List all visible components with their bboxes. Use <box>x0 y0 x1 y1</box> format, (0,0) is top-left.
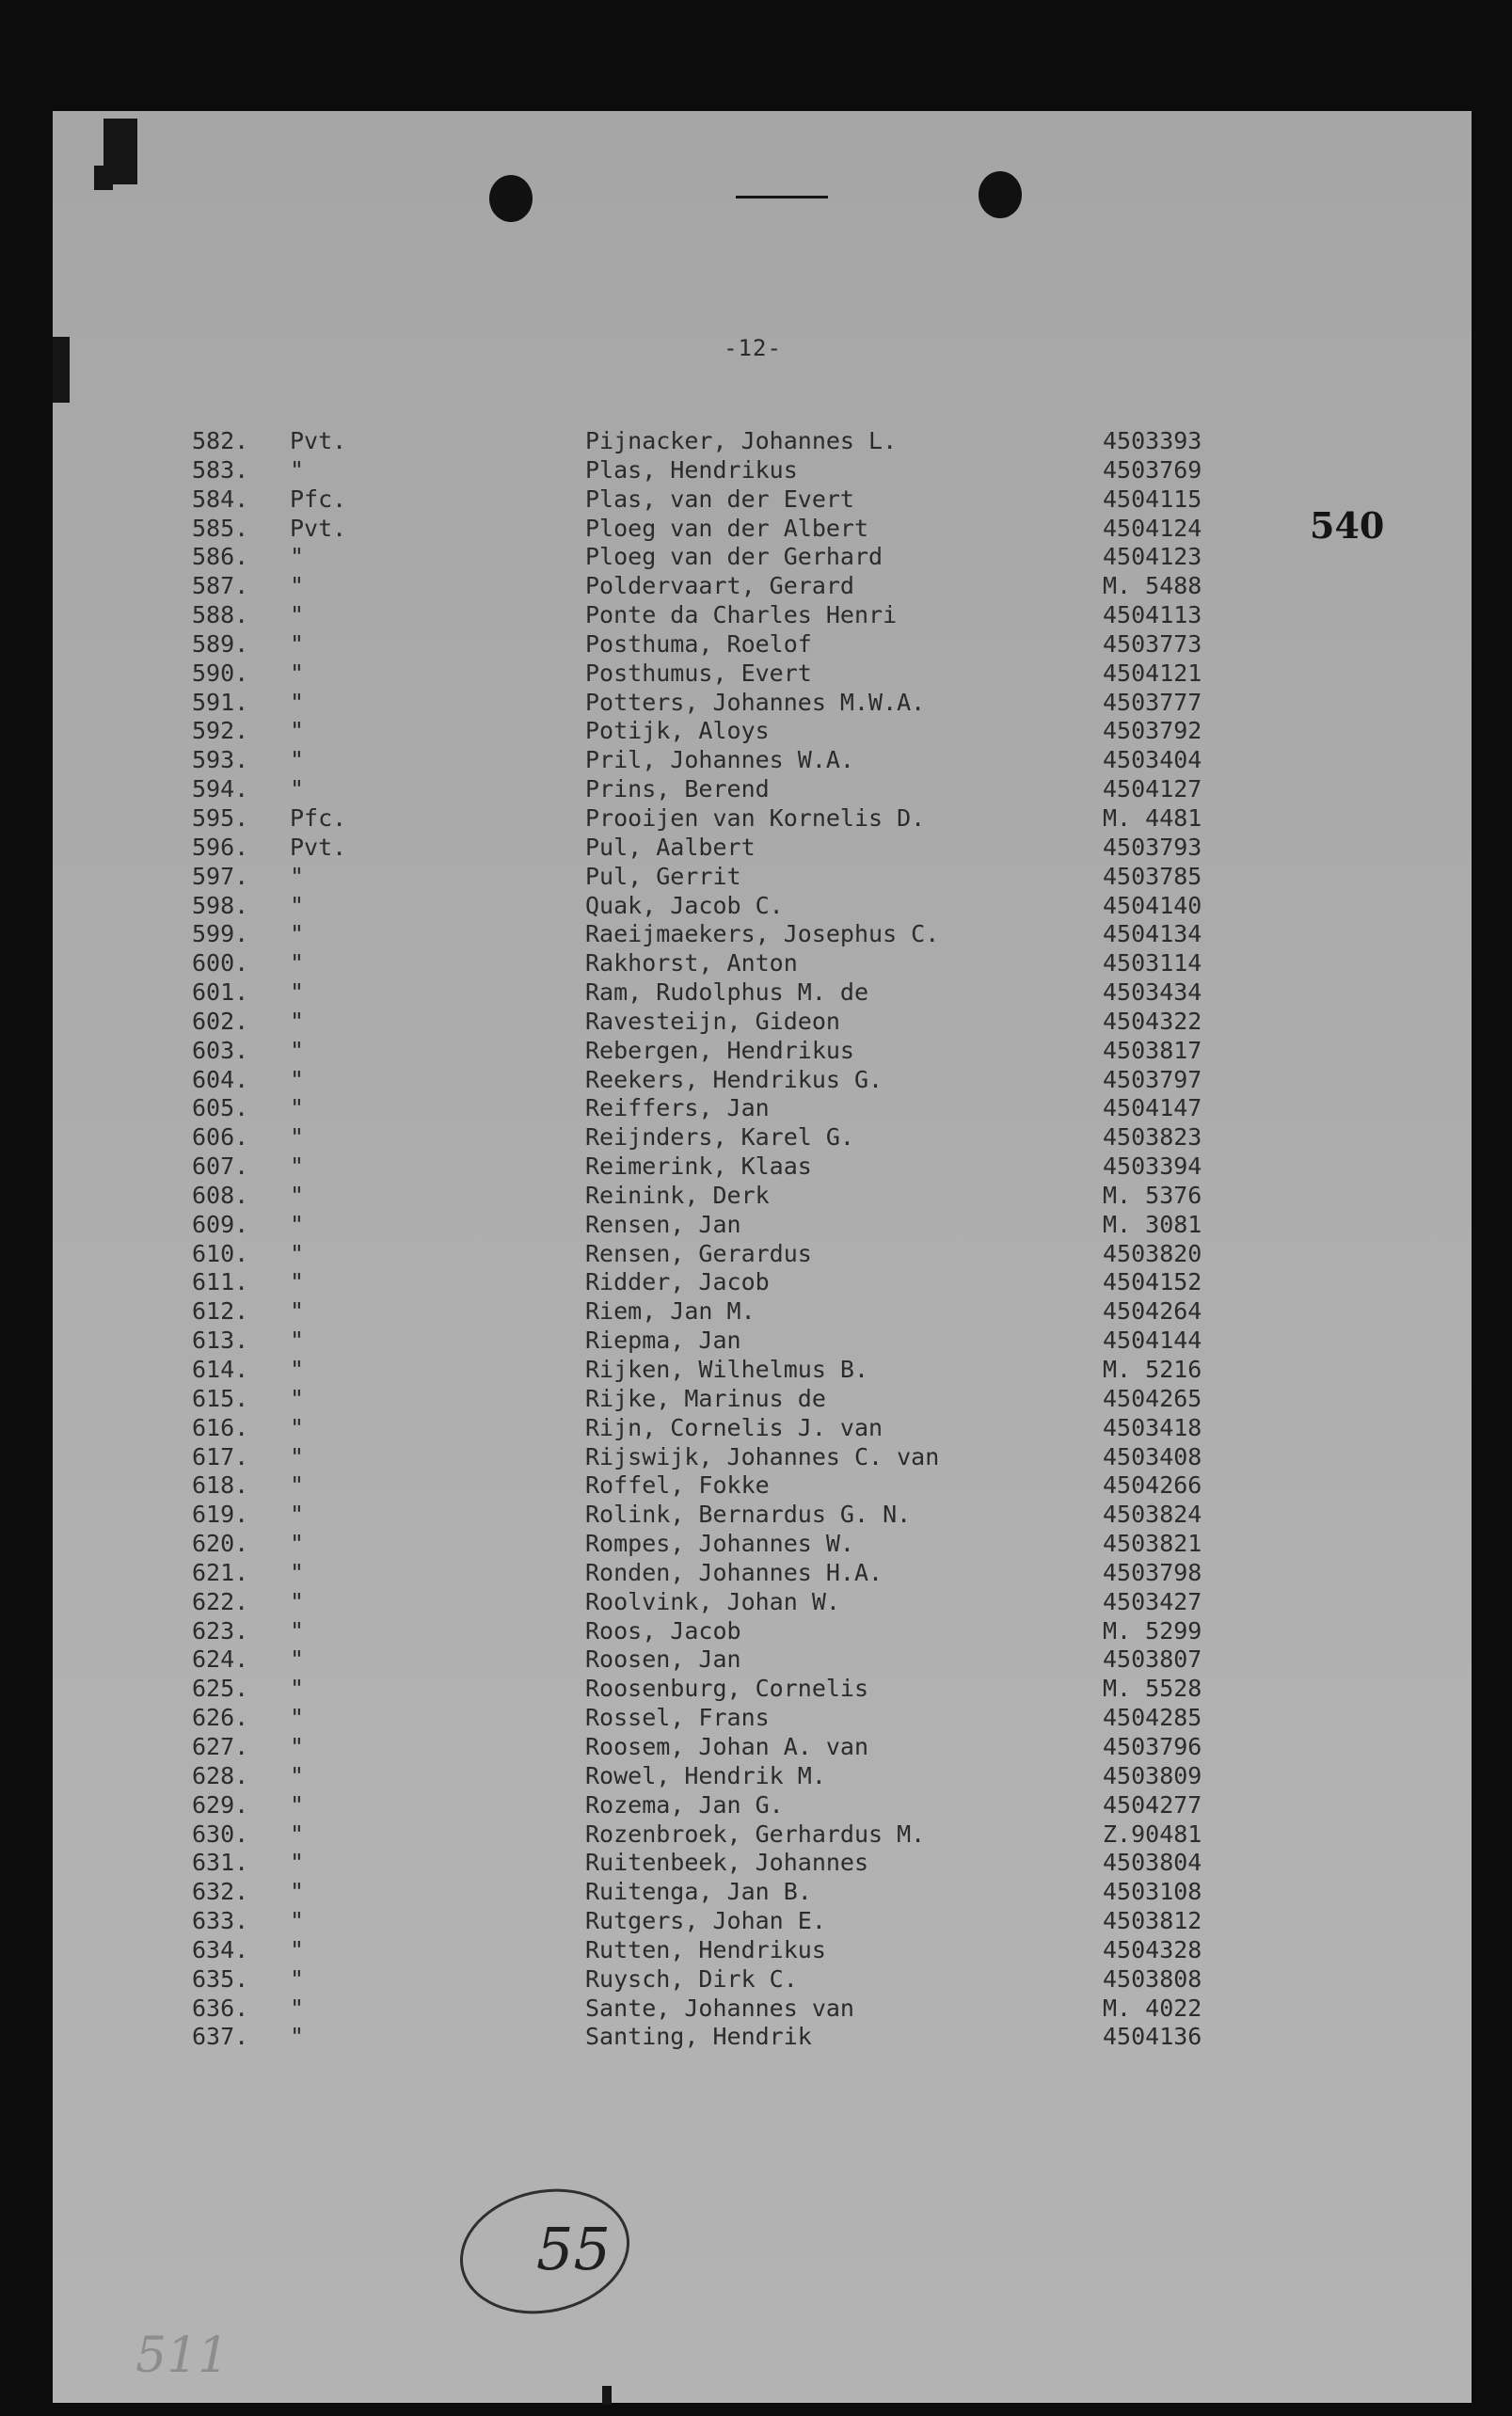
entry-rank: " <box>290 1849 305 1877</box>
roster-row <box>0 1356 1512 1385</box>
entry-serial: 4503797 <box>1103 1065 1202 1093</box>
entry-number: 599. <box>192 920 249 948</box>
entry-rank: Pvt. <box>290 514 347 542</box>
entry-name: Ruitenbeek, Johannes <box>585 1849 869 1877</box>
entry-number: 593. <box>192 746 249 774</box>
entry-rank: " <box>290 1530 305 1558</box>
entry-number: 604. <box>192 1065 249 1093</box>
entry-serial: 4504285 <box>1103 1704 1202 1732</box>
roster-row <box>0 1094 1512 1123</box>
entry-serial: 4503807 <box>1103 1645 1202 1674</box>
roster-list <box>0 427 1512 2052</box>
entry-name: Prins, Berend <box>585 775 770 803</box>
entry-rank: " <box>290 1384 305 1412</box>
entry-number: 622. <box>192 1587 249 1615</box>
roster-row <box>0 1791 1512 1820</box>
entry-number: 609. <box>192 1210 249 1238</box>
entry-number: 591. <box>192 688 249 716</box>
roster-row <box>0 2023 1512 2052</box>
entry-name: Quak, Jacob C. <box>585 891 784 919</box>
roster-row <box>0 1123 1512 1152</box>
entry-serial: 4504266 <box>1103 1471 1202 1500</box>
entry-name: Potijk, Aloys <box>585 717 770 745</box>
entry-serial: M. 5376 <box>1103 1181 1202 1209</box>
edge-tear-mark <box>53 337 70 403</box>
entry-rank: " <box>290 1558 305 1586</box>
handwritten-faint-number: 511 <box>135 2328 230 2384</box>
entry-number: 617. <box>192 1442 249 1470</box>
entry-serial: 4503812 <box>1103 1907 1202 1935</box>
entry-serial: 4504136 <box>1103 2023 1202 2051</box>
stamp-number: 540 <box>1310 504 1385 547</box>
entry-rank: " <box>290 688 305 716</box>
entry-number: 588. <box>192 601 249 629</box>
entry-number: 626. <box>192 1704 249 1732</box>
entry-name: Rijn, Cornelis J. van <box>585 1413 883 1441</box>
entry-rank: Pvt. <box>290 427 347 454</box>
entry-number: 608. <box>192 1181 249 1209</box>
entry-number: 618. <box>192 1471 249 1500</box>
entry-name: Roos, Jacob <box>585 1616 741 1645</box>
entry-serial: M. 3081 <box>1103 1210 1202 1238</box>
entry-rank: " <box>290 1413 305 1441</box>
entry-rank: " <box>290 746 305 774</box>
entry-name: Roolvink, Johan W. <box>585 1587 840 1615</box>
entry-name: Pul, Aalbert <box>585 833 756 861</box>
entry-name: Rozema, Jan G. <box>585 1790 784 1819</box>
entry-number: 613. <box>192 1327 249 1355</box>
entry-name: Reimerink, Klaas <box>585 1152 812 1181</box>
entry-name: Roosenburg, Cornelis <box>585 1675 869 1703</box>
entry-number: 590. <box>192 659 249 687</box>
entry-serial: M. 5216 <box>1103 1356 1202 1383</box>
roster-row <box>0 892 1512 921</box>
entry-name: Plas, van der Evert <box>585 485 854 513</box>
entry-name: Riem, Jan M. <box>585 1297 756 1326</box>
entry-serial: M. 5299 <box>1103 1616 1202 1645</box>
entry-number: 616. <box>192 1413 249 1441</box>
roster-row <box>0 660 1512 689</box>
entry-serial: 4503773 <box>1103 629 1202 658</box>
entry-number: 592. <box>192 717 249 745</box>
entry-name: Ronden, Johannes H.A. <box>585 1558 883 1586</box>
entry-number: 605. <box>192 1094 249 1122</box>
entry-name: Rijke, Marinus de <box>585 1384 826 1412</box>
roster-row <box>0 1704 1512 1733</box>
entry-serial: 4503434 <box>1103 978 1202 1007</box>
entry-number: 632. <box>192 1878 249 1906</box>
entry-number: 615. <box>192 1384 249 1412</box>
roster-row <box>0 427 1512 456</box>
entry-name: Rensen, Gerardus <box>585 1239 812 1267</box>
roster-row <box>0 485 1512 515</box>
entry-rank: " <box>290 572 305 600</box>
entry-serial: 4504127 <box>1103 775 1202 803</box>
entry-number: 611. <box>192 1268 249 1296</box>
entry-number: 620. <box>192 1530 249 1558</box>
entry-serial: 4504277 <box>1103 1790 1202 1819</box>
entry-name: Ploeg van der Gerhard <box>585 543 883 571</box>
entry-rank: " <box>290 1094 305 1122</box>
entry-name: Ruysch, Dirk C. <box>585 1964 798 1993</box>
roster-row <box>0 1240 1512 1269</box>
entry-rank: " <box>290 920 305 948</box>
entry-number: 633. <box>192 1907 249 1935</box>
roster-row <box>0 1152 1512 1182</box>
entry-serial: 4503769 <box>1103 455 1202 484</box>
entry-name: Sante, Johannes van <box>585 1994 854 2022</box>
entry-number: 624. <box>192 1645 249 1674</box>
entry-serial: 4504328 <box>1103 1935 1202 1963</box>
entry-rank: " <box>290 1616 305 1645</box>
roster-row <box>0 1414 1512 1443</box>
entry-rank: " <box>290 1123 305 1152</box>
entry-number: 600. <box>192 949 249 978</box>
entry-rank: " <box>290 1065 305 1093</box>
entry-name: Santing, Hendrik <box>585 2023 812 2051</box>
entry-rank: " <box>290 1152 305 1181</box>
entry-serial: M. 4022 <box>1103 1994 1202 2022</box>
roster-row <box>0 1995 1512 2024</box>
entry-number: 628. <box>192 1761 249 1789</box>
entry-name: Ponte da Charles Henri <box>585 601 898 629</box>
entry-serial: 4503427 <box>1103 1587 1202 1615</box>
entry-serial: 4503393 <box>1103 427 1202 454</box>
roster-row <box>0 1849 1512 1878</box>
entry-rank: " <box>290 1442 305 1470</box>
entry-number: 623. <box>192 1616 249 1645</box>
entry-rank: " <box>290 862 305 890</box>
entry-rank: " <box>290 1994 305 2022</box>
entry-number: 631. <box>192 1849 249 1877</box>
entry-rank: " <box>290 1820 305 1848</box>
roster-row <box>0 717 1512 746</box>
entry-serial: 4503798 <box>1103 1558 1202 1586</box>
entry-number: 595. <box>192 803 249 832</box>
entry-serial: 4503820 <box>1103 1239 1202 1267</box>
entry-rank: " <box>290 1297 305 1326</box>
entry-number: 587. <box>192 572 249 600</box>
entry-serial: 4504264 <box>1103 1297 1202 1326</box>
entry-serial: 4503821 <box>1103 1530 1202 1558</box>
entry-rank: " <box>290 1587 305 1615</box>
entry-rank: " <box>290 601 305 629</box>
page-number: -12- <box>724 335 782 361</box>
entry-serial: 4503418 <box>1103 1413 1202 1441</box>
entry-name: Pril, Johannes W.A. <box>585 746 854 774</box>
entry-number: 630. <box>192 1820 249 1848</box>
entry-rank: " <box>290 1964 305 1993</box>
roster-row <box>0 1008 1512 1037</box>
entry-name: Rossel, Frans <box>585 1704 770 1732</box>
entry-serial: 4503394 <box>1103 1152 1202 1181</box>
roster-row <box>0 543 1512 572</box>
entry-number: 627. <box>192 1732 249 1760</box>
entry-serial: 4504144 <box>1103 1327 1202 1355</box>
entry-name: Reiffers, Jan <box>585 1094 770 1122</box>
entry-serial: 4504115 <box>1103 485 1202 513</box>
entry-number: 582. <box>192 427 249 454</box>
entry-rank: " <box>290 543 305 571</box>
entry-name: Roosem, Johan A. van <box>585 1732 869 1760</box>
entry-rank: " <box>290 2023 305 2051</box>
roster-row <box>0 689 1512 718</box>
entry-name: Ram, Rudolphus M. de <box>585 978 869 1007</box>
roster-row <box>0 1327 1512 1356</box>
entry-rank: " <box>290 891 305 919</box>
entry-name: Pul, Gerrit <box>585 862 741 890</box>
entry-serial: 4503824 <box>1103 1501 1202 1529</box>
entry-name: Roffel, Fokke <box>585 1471 770 1500</box>
entry-rank: " <box>290 978 305 1007</box>
torn-corner-mark <box>94 166 113 190</box>
entry-number: 583. <box>192 455 249 484</box>
entry-number: 612. <box>192 1297 249 1326</box>
entry-rank: " <box>290 1268 305 1296</box>
entry-name: Posthuma, Roelof <box>585 629 812 658</box>
roster-row <box>0 1559 1512 1588</box>
roster-row <box>0 1297 1512 1327</box>
entry-name: Ravesteijn, Gideon <box>585 1007 840 1035</box>
entry-serial: 4504140 <box>1103 891 1202 919</box>
entry-rank: " <box>290 1356 305 1383</box>
entry-number: 607. <box>192 1152 249 1181</box>
entry-rank: " <box>290 1878 305 1906</box>
entry-serial: 4504322 <box>1103 1007 1202 1035</box>
entry-name: Poldervaart, Gerard <box>585 572 854 600</box>
roster-row <box>0 863 1512 892</box>
entry-rank: " <box>290 1704 305 1732</box>
entry-name: Raeijmaekers, Josephus C. <box>585 920 940 948</box>
entry-name: Rozenbroek, Gerhardus M. <box>585 1820 926 1848</box>
entry-number: 621. <box>192 1558 249 1586</box>
roster-row <box>0 978 1512 1008</box>
roster-row <box>0 1588 1512 1617</box>
entry-rank: " <box>290 1471 305 1500</box>
entry-number: 625. <box>192 1675 249 1703</box>
entry-serial: 4503404 <box>1103 746 1202 774</box>
entry-number: 585. <box>192 514 249 542</box>
entry-number: 594. <box>192 775 249 803</box>
entry-rank: Pvt. <box>290 833 347 861</box>
entry-number: 614. <box>192 1356 249 1383</box>
entry-number: 629. <box>192 1790 249 1819</box>
entry-name: Pijnacker, Johannes L. <box>585 427 898 454</box>
entry-serial: 4503793 <box>1103 833 1202 861</box>
entry-serial: 4503804 <box>1103 1849 1202 1877</box>
entry-serial: 4503108 <box>1103 1878 1202 1906</box>
roster-row <box>0 1675 1512 1704</box>
entry-number: 597. <box>192 862 249 890</box>
entry-serial: 4504152 <box>1103 1268 1202 1296</box>
entry-serial: 4503114 <box>1103 949 1202 978</box>
entry-rank: " <box>290 629 305 658</box>
entry-rank: Pfc. <box>290 485 347 513</box>
roster-row <box>0 456 1512 485</box>
entry-number: 636. <box>192 1994 249 2022</box>
roster-row <box>0 775 1512 804</box>
entry-number: 619. <box>192 1501 249 1529</box>
entry-rank: " <box>290 717 305 745</box>
entry-rank: Pfc. <box>290 803 347 832</box>
roster-row <box>0 1385 1512 1414</box>
entry-rank: " <box>290 1007 305 1035</box>
roster-row <box>0 1471 1512 1501</box>
punch-hole-right <box>979 171 1022 218</box>
entry-serial: 4503808 <box>1103 1964 1202 1993</box>
roster-row <box>0 1617 1512 1646</box>
roster-row <box>0 1936 1512 1965</box>
punch-hole-left <box>489 175 533 222</box>
entry-rank: " <box>290 455 305 484</box>
entry-rank: " <box>290 1675 305 1703</box>
entry-serial: 4503777 <box>1103 688 1202 716</box>
handwritten-number: 55 <box>536 2215 611 2283</box>
dash-mark <box>736 196 828 199</box>
entry-serial: 4503785 <box>1103 862 1202 890</box>
roster-row <box>0 1645 1512 1675</box>
entry-serial: Z.90481 <box>1103 1820 1202 1848</box>
roster-row <box>0 1965 1512 1995</box>
roster-row <box>0 746 1512 775</box>
entry-rank: " <box>290 775 305 803</box>
entry-serial: 4504123 <box>1103 543 1202 571</box>
entry-rank: " <box>290 1036 305 1064</box>
entry-serial: M. 4481 <box>1103 803 1202 832</box>
entry-rank: " <box>290 659 305 687</box>
entry-name: Ridder, Jacob <box>585 1268 770 1296</box>
entry-name: Ruitenga, Jan B. <box>585 1878 812 1906</box>
entry-name: Rowel, Hendrik M. <box>585 1761 826 1789</box>
entry-serial: M. 5488 <box>1103 572 1202 600</box>
entry-name: Posthumus, Evert <box>585 659 812 687</box>
entry-serial: 4504113 <box>1103 601 1202 629</box>
roster-row <box>0 804 1512 834</box>
entry-rank: " <box>290 1761 305 1789</box>
entry-number: 601. <box>192 978 249 1007</box>
roster-row <box>0 1182 1512 1211</box>
entry-serial: 4503809 <box>1103 1761 1202 1789</box>
entry-serial: 4504147 <box>1103 1094 1202 1122</box>
entry-name: Rutten, Hendrikus <box>585 1935 826 1963</box>
bottom-binding-mark <box>602 2386 612 2405</box>
entry-rank: " <box>290 1732 305 1760</box>
entry-serial: 4503408 <box>1103 1442 1202 1470</box>
entry-serial: 4503823 <box>1103 1123 1202 1152</box>
entry-name: Rakhorst, Anton <box>585 949 798 978</box>
entry-number: 637. <box>192 2023 249 2051</box>
entry-name: Roosen, Jan <box>585 1645 741 1674</box>
roster-row <box>0 920 1512 949</box>
roster-row <box>0 1878 1512 1907</box>
roster-row <box>0 1066 1512 1095</box>
entry-number: 598. <box>192 891 249 919</box>
roster-row <box>0 834 1512 863</box>
entry-number: 589. <box>192 629 249 658</box>
entry-name: Rensen, Jan <box>585 1210 741 1238</box>
entry-number: 586. <box>192 543 249 571</box>
entry-name: Reinink, Derk <box>585 1181 770 1209</box>
roster-row <box>0 1037 1512 1066</box>
entry-name: Reekers, Hendrikus G. <box>585 1065 883 1093</box>
entry-number: 602. <box>192 1007 249 1035</box>
entry-name: Rompes, Johannes W. <box>585 1530 854 1558</box>
entry-serial: 4504121 <box>1103 659 1202 687</box>
entry-number: 603. <box>192 1036 249 1064</box>
roster-row <box>0 1733 1512 1762</box>
entry-serial: 4504265 <box>1103 1384 1202 1412</box>
roster-row <box>0 1530 1512 1559</box>
roster-row <box>0 630 1512 660</box>
entry-serial: 4504124 <box>1103 514 1202 542</box>
entry-serial: 4503792 <box>1103 717 1202 745</box>
entry-name: Rijswijk, Johannes C. van <box>585 1442 940 1470</box>
entry-name: Rijken, Wilhelmus B. <box>585 1356 869 1383</box>
entry-number: 596. <box>192 833 249 861</box>
entry-number: 634. <box>192 1935 249 1963</box>
entry-rank: " <box>290 1935 305 1963</box>
roster-row <box>0 1211 1512 1240</box>
entry-rank: " <box>290 1181 305 1209</box>
entry-name: Prooijen van Kornelis D. <box>585 803 926 832</box>
roster-row <box>0 601 1512 630</box>
roster-row <box>0 949 1512 978</box>
roster-row <box>0 1443 1512 1472</box>
entry-name: Ploeg van der Albert <box>585 514 869 542</box>
entry-number: 584. <box>192 485 249 513</box>
entry-name: Reijnders, Karel G. <box>585 1123 854 1152</box>
entry-name: Plas, Hendrikus <box>585 455 798 484</box>
entry-name: Rutgers, Johan E. <box>585 1907 826 1935</box>
entry-rank: " <box>290 1645 305 1674</box>
entry-serial: 4503817 <box>1103 1036 1202 1064</box>
roster-row <box>0 1501 1512 1530</box>
entry-rank: " <box>290 1210 305 1238</box>
roster-row <box>0 1762 1512 1791</box>
entry-name: Rolink, Bernardus G. N. <box>585 1501 912 1529</box>
entry-rank: " <box>290 1501 305 1529</box>
entry-rank: " <box>290 1790 305 1819</box>
roster-row <box>0 1820 1512 1850</box>
entry-serial: 4503796 <box>1103 1732 1202 1760</box>
entry-rank: " <box>290 1907 305 1935</box>
entry-rank: " <box>290 1327 305 1355</box>
entry-name: Rebergen, Hendrikus <box>585 1036 854 1064</box>
entry-serial: M. 5528 <box>1103 1675 1202 1703</box>
roster-row <box>0 572 1512 601</box>
entry-rank: " <box>290 1239 305 1267</box>
entry-number: 610. <box>192 1239 249 1267</box>
entry-number: 606. <box>192 1123 249 1152</box>
roster-row <box>0 1268 1512 1297</box>
roster-row <box>0 1907 1512 1936</box>
entry-number: 635. <box>192 1964 249 1993</box>
entry-rank: " <box>290 949 305 978</box>
entry-name: Potters, Johannes M.W.A. <box>585 688 926 716</box>
roster-row <box>0 515 1512 544</box>
entry-name: Riepma, Jan <box>585 1327 741 1355</box>
entry-serial: 4504134 <box>1103 920 1202 948</box>
